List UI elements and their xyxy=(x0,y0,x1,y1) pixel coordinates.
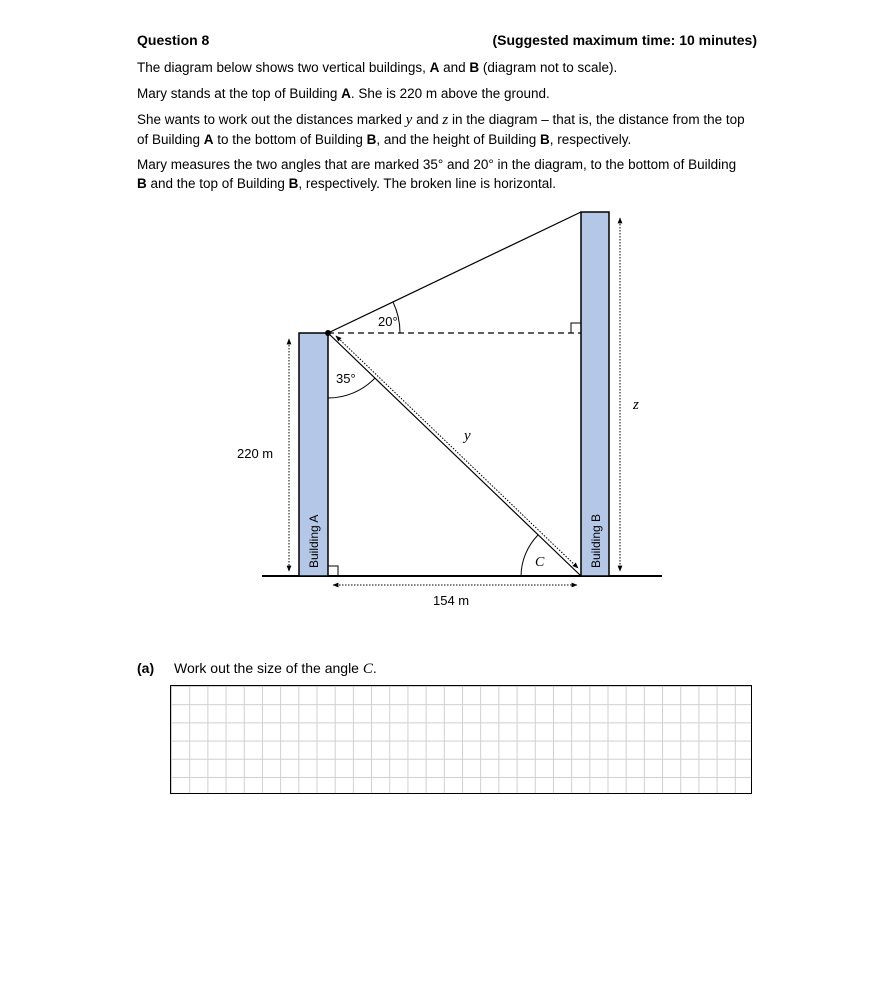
p3-text-end: , respectively. xyxy=(549,132,632,147)
z-label: z xyxy=(633,397,639,413)
p4-bold-b: B xyxy=(137,176,147,191)
part-a-text: Work out the size of the angle xyxy=(174,660,363,676)
p3-text-mid: in the diagram – that is, the distance from the top of Building xyxy=(137,112,745,147)
question-title: Question 8 xyxy=(137,32,210,48)
part-a-text-end: . xyxy=(372,660,377,676)
p2-text: Mary stands at the top of Building xyxy=(137,86,342,101)
p3-var-z: z xyxy=(442,112,449,128)
mary-position-point xyxy=(325,330,331,336)
building-a-label: Building A xyxy=(307,514,321,568)
p1-text-and: and xyxy=(439,60,470,75)
base-distance-label: 154 m xyxy=(433,593,470,608)
p4-text-end: , respectively. The broken line is horizontal. xyxy=(298,176,556,191)
p3-bold-b: B xyxy=(366,132,377,147)
p3-text-mid3: , and the height of Building xyxy=(376,132,541,147)
right-angle-marker-bottom xyxy=(328,566,338,576)
part-a-var-c: C xyxy=(362,661,373,677)
p1-bold-a: A xyxy=(429,60,440,75)
line-to-bottom-of-b xyxy=(328,333,581,576)
p3-text-mid2: to the bottom of Building xyxy=(213,132,367,147)
part-a-label: (a) xyxy=(137,660,155,676)
p2-bold-a: A xyxy=(341,86,351,101)
p3-bold-a: A xyxy=(203,132,214,147)
p2-text-end: . She is 220 m above the ground. xyxy=(350,86,550,101)
part-a-question xyxy=(174,660,377,678)
p3-var-y: y xyxy=(405,112,413,128)
p3-text-and: and xyxy=(412,112,443,127)
y-dimension-line xyxy=(336,336,578,568)
p1-bold-b: B xyxy=(469,60,480,75)
line-to-top-of-b xyxy=(328,212,581,333)
angle-c-label: C xyxy=(535,555,545,570)
p3-bold-b2: B xyxy=(540,132,550,147)
angle-20-label: 20° xyxy=(378,314,398,329)
p4-bold-b2: B xyxy=(288,176,299,191)
suggested-time: (Suggested maximum time: 10 minutes) xyxy=(492,32,757,48)
p3-text: She wants to work out the distances marked xyxy=(137,112,406,127)
answer-grid-box[interactable] xyxy=(170,685,752,794)
right-angle-marker-top xyxy=(571,323,581,333)
angle-35-label: 35° xyxy=(336,371,356,386)
p4-text: Mary measures the two angles that are marked 35° and 20° in the diagram, to the bottom of Building xyxy=(137,157,737,172)
height-a-label: 220 m xyxy=(237,446,274,461)
building-b-label: Building B xyxy=(589,513,603,568)
p4-text-mid: and the top of Building xyxy=(146,176,289,191)
y-label: y xyxy=(464,428,471,444)
p1-text-end: (diagram not to scale). xyxy=(479,60,618,75)
p1-text: The diagram below shows two vertical buildings, xyxy=(137,60,430,75)
